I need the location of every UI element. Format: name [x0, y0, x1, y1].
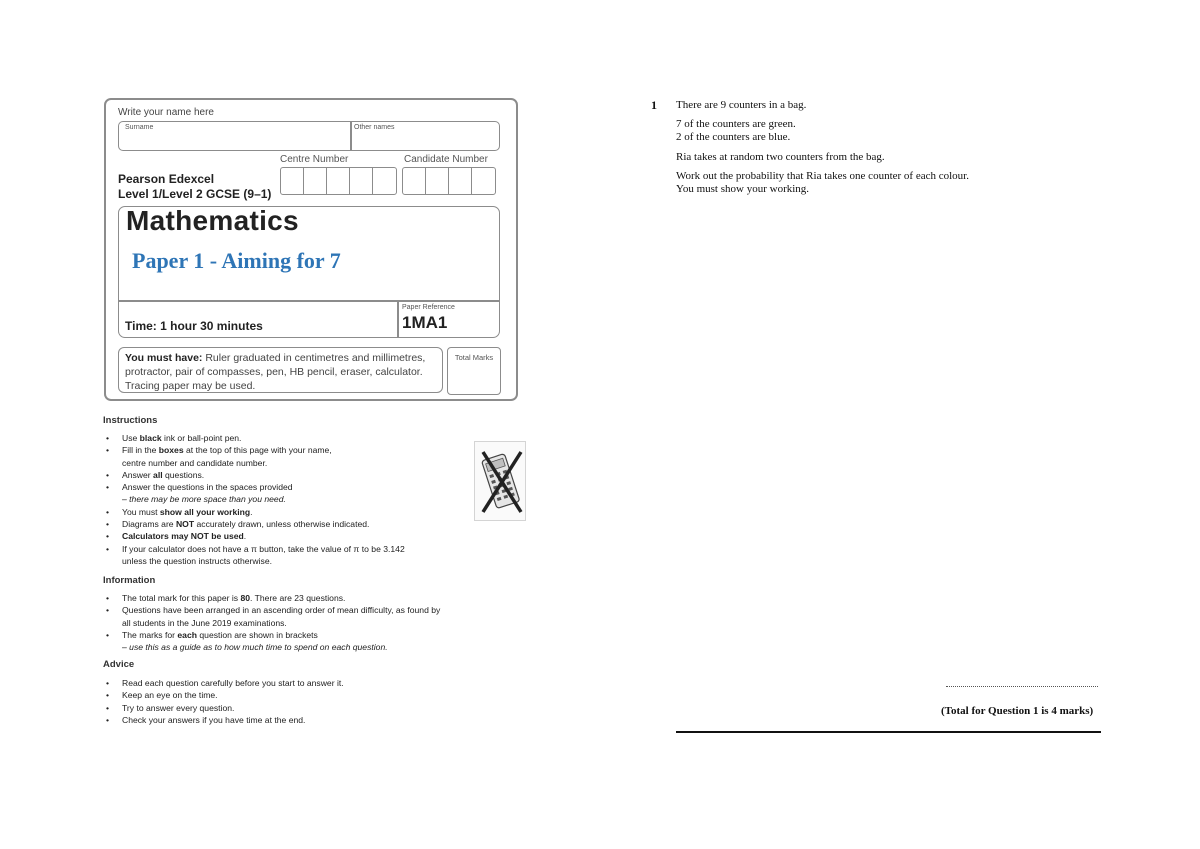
exam-time: Time: 1 hour 30 minutes [125, 319, 263, 333]
question-line: There are 9 counters in a bag. [676, 99, 807, 111]
instructions-heading: Instructions [103, 415, 158, 426]
must-have-text: Ruler graduated in centimetres and millimetres, protractor, pair of compasses, pen, HB pencil, eraser, calculator. Tracing paper may be used. [125, 352, 426, 392]
candidate-number-boxes[interactable] [402, 167, 496, 195]
must-have-box [118, 347, 443, 393]
list-item: • The total mark for this paper is 80. There are 23 questions. [106, 592, 440, 604]
advice-heading: Advice [103, 659, 135, 670]
exam-board-name: Pearson Edexcel [118, 172, 215, 186]
subject-title: Mathematics [126, 205, 299, 236]
paper-reference: 1MA1 [402, 313, 448, 332]
exam-level: Level 1/Level 2 GCSE (9–1) [118, 187, 272, 201]
total-marks-box[interactable] [447, 347, 501, 395]
answer-line[interactable] [946, 686, 1098, 687]
no-calculator-icon [474, 441, 526, 521]
list-item: • Calculators may NOT be used. [106, 530, 405, 542]
paper-reference-label: Paper Reference [402, 304, 455, 311]
list-item: • Keep an eye on the time. [106, 689, 344, 701]
question-line: Ria takes at random two counters from the bag. [676, 151, 885, 163]
question-total-marks: (Total for Question 1 is 4 marks) [941, 705, 1094, 717]
name-box[interactable] [118, 121, 500, 151]
question-line: Work out the probability that Ria takes one counter of each colour. [676, 170, 969, 182]
question-line: You must show your working. [676, 183, 810, 195]
list-item: • Answer all questions. [106, 469, 405, 481]
list-item: • Fill in the boxes at the top of this page with your name, centre number and candidate number. [106, 444, 405, 469]
total-marks-label: Total Marks [454, 353, 494, 362]
information-list [106, 592, 440, 653]
question-number: 1 [651, 98, 657, 112]
question-line: 7 of the counters are green. [676, 118, 796, 130]
must-have-label: You must have: [125, 352, 203, 364]
candidate-number-label: Candidate Number [404, 154, 488, 165]
centre-number-boxes[interactable] [280, 167, 397, 195]
instructions-list [106, 432, 405, 567]
list-item: • The marks for each question are shown in brackets – use this as a guide as to how much time to spend on each question. [106, 629, 440, 654]
list-item: • Read each question carefully before you start to answer it. [106, 677, 344, 689]
question-line: 2 of the counters are blue. [676, 131, 791, 143]
name-box-divider [350, 122, 352, 150]
other-names-label: Other names [354, 124, 395, 131]
list-item: • If your calculator does not have a π button, take the value of π to be 3.142 unless the question instructs otherwise. [106, 543, 405, 568]
paper-title: Paper 1 - Aiming for 7 [132, 248, 341, 273]
list-item: • You must show all your working. [106, 506, 405, 518]
list-item: • Check your answers if you have time at the end. [106, 714, 344, 726]
question-end-rule [676, 731, 1101, 733]
write-name-label: Write your name here [118, 107, 214, 118]
list-item: • Answer the questions in the spaces provided – there may be more space than you need. [106, 481, 405, 506]
advice-list [106, 677, 344, 726]
list-item: • Try to answer every question. [106, 702, 344, 714]
information-heading: Information [103, 575, 156, 586]
list-item: • Diagrams are NOT accurately drawn, unless otherwise indicated. [106, 518, 405, 530]
exam-board [118, 172, 271, 202]
centre-number-label: Centre Number [280, 154, 349, 165]
list-item: • Use black ink or ball-point pen. [106, 432, 405, 444]
list-item: • Questions have been arranged in an ascending order of mean difficulty, as found by all students in the June 2019 examinations. [106, 604, 440, 629]
surname-label: Surname [125, 124, 154, 131]
